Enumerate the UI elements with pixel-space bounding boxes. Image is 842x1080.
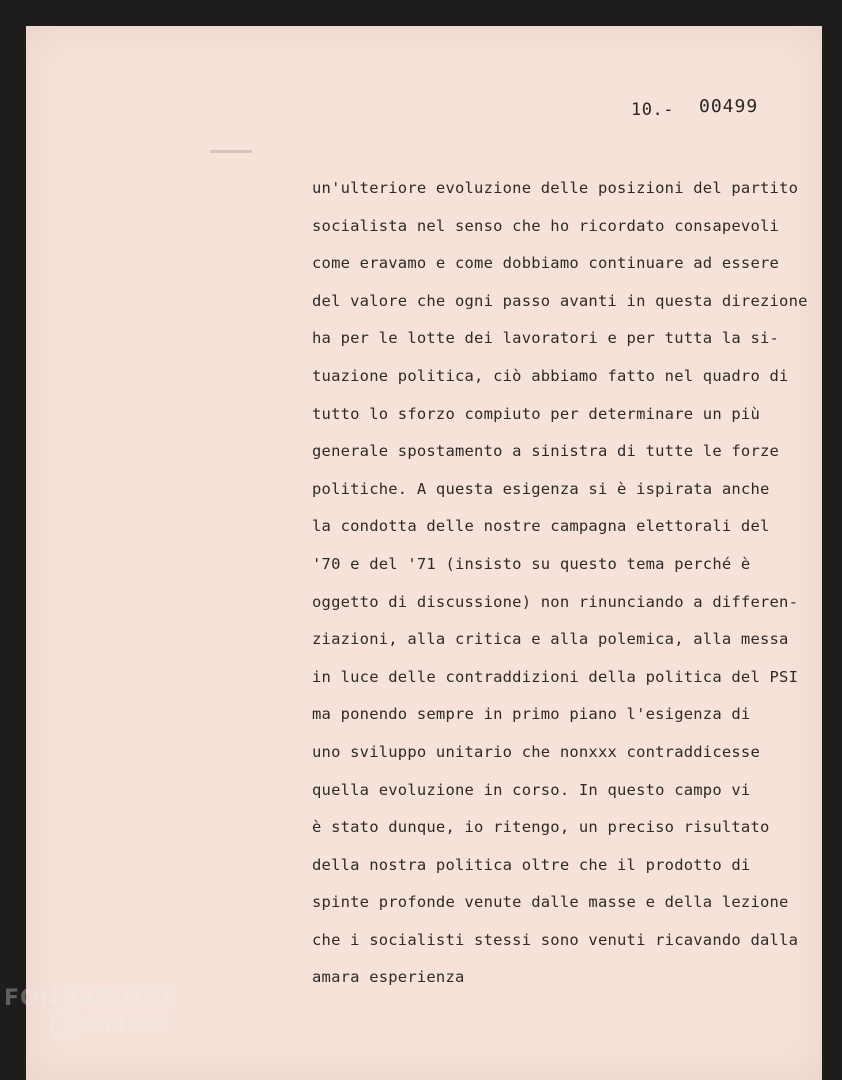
text-line: della nostra politica oltre che il prodotto di (312, 855, 751, 874)
text-line: tutto lo sforzo compiuto per determinare un più (312, 404, 760, 423)
text-line: del valore che ogni passo avanti in questa direzione (312, 291, 808, 310)
typewritten-body (312, 170, 822, 997)
faint-mark (210, 150, 252, 153)
text-line: in luce delle contraddizioni della politica del PSI (312, 667, 799, 686)
text-line: la condotta delle nostre campagna elettorali del (312, 517, 770, 536)
text-line: socialista nel senso che ho ricordato consapevoli (312, 216, 780, 235)
text-line: uno sviluppo unitario che nonxxx contraddicesse (312, 742, 760, 761)
text-line: che i socialisti stessi sono venuti ricavando dalla (312, 930, 799, 949)
text-line: è stato dunque, io ritengo, un preciso risultato (312, 818, 770, 837)
text-line: un'ulteriore evoluzione delle posizioni del partito (312, 179, 799, 197)
text-line: spinte profonde venute dalle masse e della lezione (312, 893, 789, 912)
text-line: oggetto di discussione) non rinunciando a differen- (312, 592, 799, 611)
page-number: 10.- (631, 100, 674, 120)
text-line: ha per le lotte dei lavoratori e per tutta la si- (312, 329, 780, 348)
text-line: generale spostamento a sinistra di tutte le forze (312, 442, 780, 461)
text-line: ma ponendo sempre in primo piano l'esigenza di (312, 705, 751, 724)
text-line: quella evoluzione in corso. In questo campo vi (312, 780, 751, 799)
watermark-line2: RAMSCI (68, 1012, 171, 1037)
archive-number: 00499 (699, 96, 759, 117)
fondazione-gramsci-watermark (4, 986, 214, 1050)
text-line: come eravamo e come dobbiamo continuare ad essere (312, 254, 780, 273)
watermark-line1: FONDAZIONE (4, 986, 178, 1011)
text-line: '70 e del '71 (insisto su questo tema perché è (312, 554, 751, 573)
text-line: ziazioni, alla critica e alla polemica, alla messa (312, 630, 789, 649)
document-page (26, 26, 822, 1080)
text-line: tuazione politica, ciò abbiamo fatto nel quadro di (312, 366, 789, 385)
text-line: politiche. A questa esigenza si è ispirata anche (312, 479, 770, 498)
text-line: amara esperienza (312, 968, 465, 987)
